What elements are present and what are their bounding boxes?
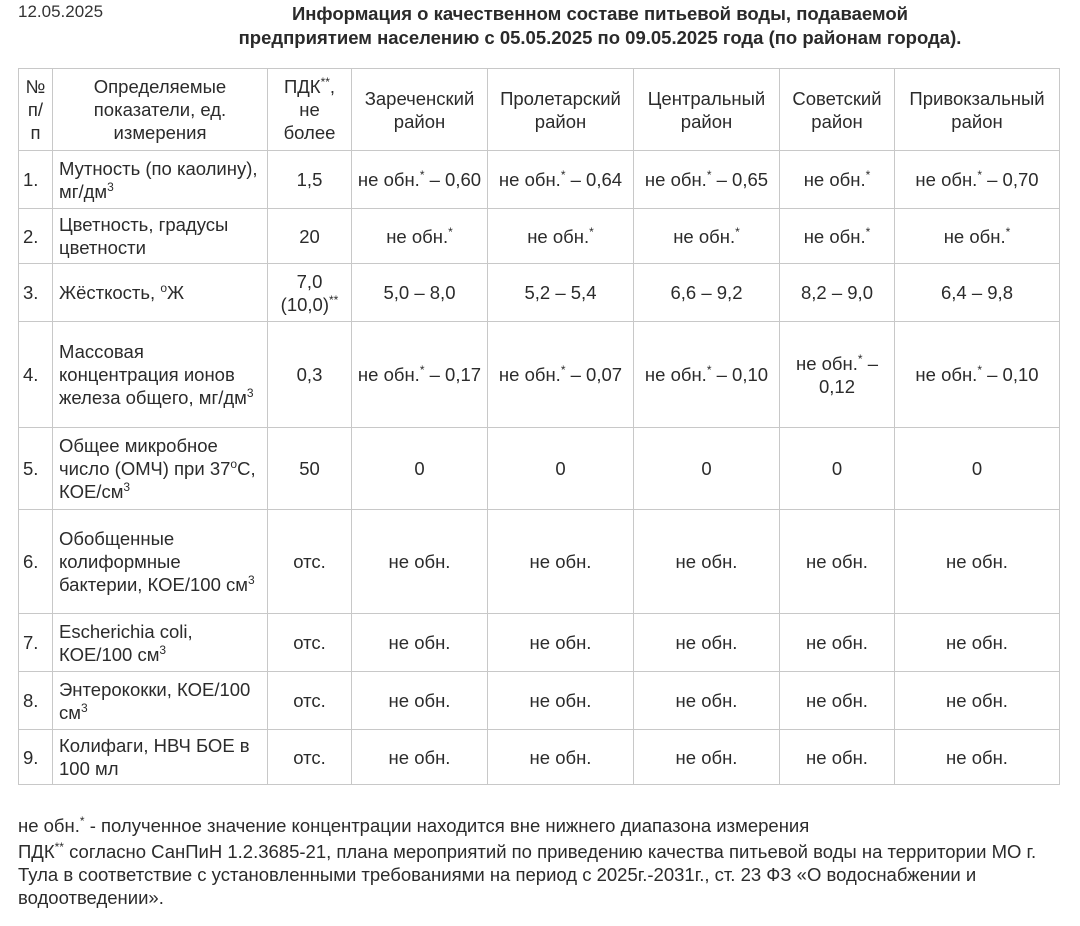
value-proletarsky: 5,2 – 5,4 xyxy=(488,264,634,322)
value-centralny: не обн. xyxy=(634,730,780,785)
value-zarechensky: не обн.* – 0,17 xyxy=(352,322,488,428)
report-date: 12.05.2025 xyxy=(18,2,104,21)
table-row xyxy=(19,510,1060,614)
value-zarechensky: не обн. xyxy=(352,510,488,614)
mpc-value: 20 xyxy=(268,209,352,264)
value-zarechensky: не обн. xyxy=(352,672,488,730)
row-number: 4. xyxy=(19,322,53,428)
value-centralny: не обн.* – 0,65 xyxy=(634,151,780,209)
water-quality-table xyxy=(18,68,1060,785)
row-number: 8. xyxy=(19,672,53,730)
title-line-2: предприятием населению с 05.05.2025 по 09.05.2025 года (по районам города). xyxy=(238,27,962,48)
value-zarechensky: не обн. xyxy=(352,730,488,785)
value-sovetsky: 0 xyxy=(780,428,895,510)
value-sovetsky: не обн. xyxy=(780,614,895,672)
value-centralny: не обн.* – 0,10 xyxy=(634,322,780,428)
value-proletarsky: 0 xyxy=(488,428,634,510)
indicator-name: Массовая концентрация ионов железа общего, $мг/дм^3$ xyxy=(53,322,268,428)
indicator-name: Энтерококки, КОЕ/100 $см^3$ xyxy=(53,672,268,730)
value-centralny: не обн. xyxy=(634,672,780,730)
indicator-name: Общее микробное число (ОМЧ) при $37^оС$, КОЕ/$см^3$ xyxy=(53,428,268,510)
row-number: 1. xyxy=(19,151,53,209)
header-number: № п/п xyxy=(19,69,53,151)
value-privokzalny: не обн.* – 0,10 xyxy=(895,322,1060,428)
indicator-name: Обобщенные колиформные бактерии, КОЕ/100 $см^3$ xyxy=(53,510,268,614)
mpc-value: 1,5 xyxy=(268,151,352,209)
mpc-value: отс. xyxy=(268,730,352,785)
value-zarechensky: не обн.* xyxy=(352,209,488,264)
value-zarechensky: 5,0 – 8,0 xyxy=(352,264,488,322)
header-mpc: ПДК**, не более xyxy=(268,69,352,151)
value-privokzalny: не обн. xyxy=(895,614,1060,672)
value-privokzalny: не обн. xyxy=(895,510,1060,614)
mpc-value: отс. xyxy=(268,672,352,730)
page-title xyxy=(150,2,1050,50)
value-proletarsky: не обн. xyxy=(488,730,634,785)
value-privokzalny: не обн. xyxy=(895,672,1060,730)
mpc-value: отс. xyxy=(268,614,352,672)
table-row xyxy=(19,672,1060,730)
value-zarechensky: 0 xyxy=(352,428,488,510)
header-district-proletarsky: Пролетарский район xyxy=(488,69,634,151)
row-number: 6. xyxy=(19,510,53,614)
table-row xyxy=(19,264,1060,322)
table-row xyxy=(19,151,1060,209)
table-row xyxy=(19,730,1060,785)
footnote-not-detected: не обн.* - полученное значение концентрации находится вне нижнего диапазона измерения xyxy=(18,813,810,836)
header-district-zarechensky: Зареченский район xyxy=(352,69,488,151)
row-number: 9. xyxy=(19,730,53,785)
value-sovetsky: не обн.* xyxy=(780,151,895,209)
indicator-name: Цветность, градусы цветности xyxy=(53,209,268,264)
value-centralny: не обн. xyxy=(634,614,780,672)
row-number: 5. xyxy=(19,428,53,510)
value-proletarsky: не обн.* – 0,07 xyxy=(488,322,634,428)
footnote-mpc-source: ПДК** согласно СанПиН 1.2.3685-21, плана мероприятий по приведению качества питьевой воды на территории МО г. Тула в соответствие с установленными требованиями на период с 2025г.-2031г., ст. 23 ФЗ «О водоснабжении и водоотведении». xyxy=(18,839,1037,908)
indicator-name: Escherichia coli, КОЕ/100 $см^3$ xyxy=(53,614,268,672)
header-district-sovetsky: Советский район xyxy=(780,69,895,151)
mpc-value: 50 xyxy=(268,428,352,510)
value-proletarsky: не обн.* – 0,64 xyxy=(488,151,634,209)
value-centralny: 6,6 – 9,2 xyxy=(634,264,780,322)
value-sovetsky: не обн. xyxy=(780,730,895,785)
value-sovetsky: не обн.* xyxy=(780,209,895,264)
value-zarechensky: не обн.* – 0,60 xyxy=(352,151,488,209)
mpc-value: 0,3 xyxy=(268,322,352,428)
value-zarechensky: не обн. xyxy=(352,614,488,672)
footnotes xyxy=(18,814,1068,909)
indicator-name: Колифаги, НВЧ БОЕ в 100 мл xyxy=(53,730,268,785)
table-row xyxy=(19,614,1060,672)
row-number: 7. xyxy=(19,614,53,672)
mpc-value: 7,0 (10,0)** xyxy=(268,264,352,322)
value-sovetsky: 8,2 – 9,0 xyxy=(780,264,895,322)
value-proletarsky: не обн. xyxy=(488,672,634,730)
value-centralny: 0 xyxy=(634,428,780,510)
header-district-centralny: Центральный район xyxy=(634,69,780,151)
indicator-name: Мутность (по каолину), $мг/дм^3$ xyxy=(53,151,268,209)
indicator-name: Жёсткость, $^о$Ж xyxy=(53,264,268,322)
table-row xyxy=(19,209,1060,264)
title-line-1: Информация о качественном составе питьевой воды, подаваемой xyxy=(291,3,909,24)
header-district-privokzalny: Привокзальный район xyxy=(895,69,1060,151)
value-sovetsky: не обн. xyxy=(780,672,895,730)
value-centralny: не обн.* xyxy=(634,209,780,264)
value-proletarsky: не обн.* xyxy=(488,209,634,264)
value-privokzalny: не обн.* – 0,70 xyxy=(895,151,1060,209)
value-proletarsky: не обн. xyxy=(488,510,634,614)
row-number: 3. xyxy=(19,264,53,322)
value-sovetsky: не обн.* – 0,12 xyxy=(780,322,895,428)
header-indicator: Определяемые показатели, ед. измерения xyxy=(53,69,268,151)
row-number: 2. xyxy=(19,209,53,264)
value-privokzalny: 0 xyxy=(895,428,1060,510)
value-privokzalny: 6,4 – 9,8 xyxy=(895,264,1060,322)
value-centralny: не обн. xyxy=(634,510,780,614)
table-row xyxy=(19,428,1060,510)
value-sovetsky: не обн. xyxy=(780,510,895,614)
mpc-value: отс. xyxy=(268,510,352,614)
value-proletarsky: не обн. xyxy=(488,614,634,672)
table-row xyxy=(19,322,1060,428)
value-privokzalny: не обн.* xyxy=(895,209,1060,264)
table-header-row xyxy=(19,69,1060,151)
value-privokzalny: не обн. xyxy=(895,730,1060,785)
